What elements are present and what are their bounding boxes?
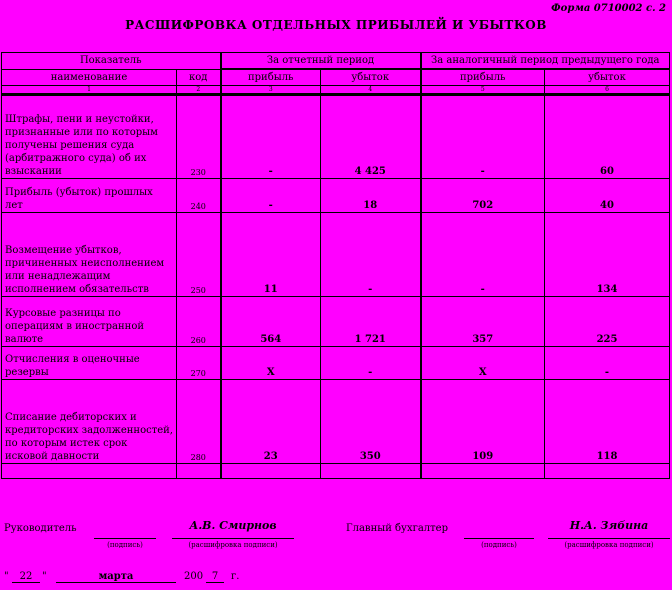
accountant-signature-line [464, 538, 534, 539]
accountant-signature-caption: (подпись) [481, 541, 517, 549]
date-year-suffix: 7 [206, 571, 224, 583]
head-decode-caption: (расшифровка подписи) [188, 541, 278, 549]
prev-profit-cell: - [421, 213, 545, 297]
head-name: А.В. Смирнов [189, 519, 277, 532]
head-label: Руководитель [4, 523, 77, 534]
prev-profit-cell: 357 [421, 297, 545, 347]
row-code: 270 [177, 347, 221, 380]
row-name: Отчисления в оценочные резервы [2, 347, 177, 380]
column-index: 3 [221, 86, 321, 95]
date-year-unit: г. [231, 571, 240, 582]
header-reporting-period: За отчетный период [221, 53, 421, 70]
profit-loss-table [1, 52, 670, 479]
column-index: 4 [321, 86, 421, 95]
table-row [2, 380, 670, 464]
empty-cell [2, 464, 177, 479]
header-indicator: Показатель [2, 53, 221, 70]
cur-loss-cell: - [321, 347, 421, 380]
empty-cell [321, 464, 421, 479]
prev-loss-cell: 40 [545, 179, 670, 213]
cur-profit-cell: 23 [221, 380, 321, 464]
prev-loss-cell: 60 [545, 95, 670, 179]
row-code: 280 [177, 380, 221, 464]
row-code: 260 [177, 297, 221, 347]
header-cur-profit: прибыль [221, 69, 321, 86]
empty-cell [177, 464, 221, 479]
row-name: Списание дебиторских и кредиторских задолженностей, по которым истек срок исковой давности [2, 380, 177, 464]
row-name: Возмещение убытков, причиненных неисполнением или ненадлежащим исполнением обязательств [2, 213, 177, 297]
column-index: 6 [545, 86, 670, 95]
head-signature-line [94, 538, 156, 539]
row-name: Курсовые разницы по операциям в иностранной валюте [2, 297, 177, 347]
head-signature-caption: (подпись) [107, 541, 143, 549]
empty-cell [221, 464, 321, 479]
header-name: наименование [2, 69, 177, 86]
cur-loss-cell: 4 425 [321, 95, 421, 179]
table-row [2, 213, 670, 297]
prev-profit-cell: 702 [421, 179, 545, 213]
date-year-prefix: 200 [184, 571, 204, 582]
accountant-name: Н.А. Зябина [569, 519, 649, 532]
column-index: 1 [2, 86, 177, 95]
date-quote-close: " [42, 571, 47, 582]
cur-profit-cell: - [221, 179, 321, 213]
cur-loss-cell: 1 721 [321, 297, 421, 347]
form-number: Форма 0710002 с. 2 [551, 3, 666, 14]
column-index: 2 [177, 86, 221, 95]
date-month: марта [56, 571, 176, 583]
date-day: 22 [12, 571, 40, 583]
table-row [2, 179, 670, 213]
cur-profit-cell: Х [221, 347, 321, 380]
table-row-empty [2, 464, 670, 479]
row-name: Прибыль (убыток) прошлых лет [2, 179, 177, 213]
cur-loss-cell: - [321, 213, 421, 297]
header-cur-loss: убыток [321, 69, 421, 86]
prev-loss-cell: - [545, 347, 670, 380]
signature-row [0, 519, 672, 559]
head-decode-line [172, 538, 294, 539]
header-code: код [177, 69, 221, 86]
cur-loss-cell: 350 [321, 380, 421, 464]
row-code: 250 [177, 213, 221, 297]
empty-cell [545, 464, 670, 479]
header-previous-period: За аналогичный период предыдущего года [421, 53, 670, 70]
prev-loss-cell: 225 [545, 297, 670, 347]
prev-profit-cell: Х [421, 347, 545, 380]
date-quote-open: " [4, 571, 9, 582]
header-prev-profit: прибыль [421, 69, 545, 86]
table-row [2, 95, 670, 179]
cur-profit-cell: 11 [221, 213, 321, 297]
accountant-decode-line [548, 538, 670, 539]
table-row [2, 347, 670, 380]
header-prev-loss: убыток [545, 69, 670, 86]
prev-loss-cell: 134 [545, 213, 670, 297]
prev-profit-cell: 109 [421, 380, 545, 464]
row-name: Штрафы, пени и неустойки, признанные или по которым получены решения суда (арбитражного суда) об их взыскании [2, 95, 177, 179]
column-index: 5 [421, 86, 545, 95]
accountant-label: Главный бухгалтер [346, 523, 448, 534]
accountant-decode-caption: (расшифровка подписи) [564, 541, 654, 549]
empty-cell [421, 464, 545, 479]
page-title: РАСШИФРОВКА ОТДЕЛЬНЫХ ПРИБЫЛЕЙ И УБЫТКОВ [125, 18, 547, 32]
prev-profit-cell: - [421, 95, 545, 179]
prev-loss-cell: 118 [545, 380, 670, 464]
table-row [2, 297, 670, 347]
cur-profit-cell: - [221, 95, 321, 179]
cur-profit-cell: 564 [221, 297, 321, 347]
row-code: 230 [177, 95, 221, 179]
cur-loss-cell: 18 [321, 179, 421, 213]
row-code: 240 [177, 179, 221, 213]
